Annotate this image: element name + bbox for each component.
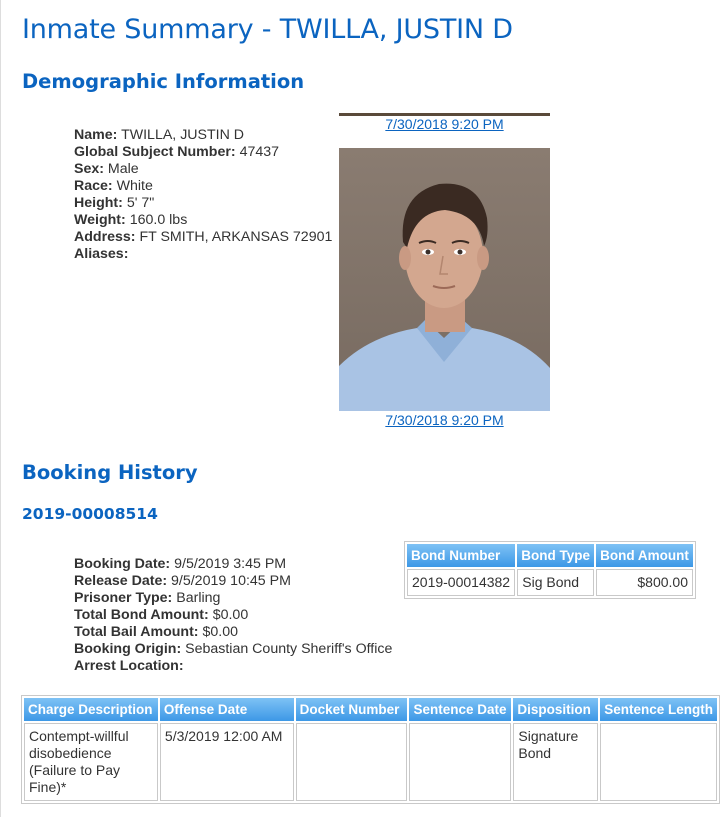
address-label: Address: xyxy=(74,229,136,245)
bond-table xyxy=(404,541,696,599)
release-date-value: 9/5/2019 10:45 PM xyxy=(171,573,291,589)
total-bond-amount-label: Total Bond Amount: xyxy=(74,607,209,623)
inmate-photo-image xyxy=(339,148,550,411)
booking-date-label: Booking Date: xyxy=(74,556,171,572)
charge-table-header-row xyxy=(24,698,717,721)
bond-number-header: Bond Number xyxy=(407,544,515,567)
prisoner-type-row xyxy=(74,590,392,607)
name-row xyxy=(74,127,332,144)
total-bond-amount-row xyxy=(74,607,392,624)
docket-number-header: Docket Number xyxy=(296,698,408,721)
booking-origin-label: Booking Origin: xyxy=(74,641,182,657)
weight-value: 160.0 lbs xyxy=(129,212,188,228)
photo-timestamp-link-2[interactable]: 7/30/2018 9:20 PM xyxy=(385,412,504,428)
disposition-header: Disposition xyxy=(513,698,598,721)
race-value: White xyxy=(116,178,153,194)
global-subject-number-label: Global Subject Number: xyxy=(74,144,236,160)
booking-date-value: 9/5/2019 3:45 PM xyxy=(174,556,287,572)
aliases-label: Aliases: xyxy=(74,246,129,262)
height-row xyxy=(74,195,332,212)
race-label: Race: xyxy=(74,178,113,194)
arrest-location-label: Arrest Location: xyxy=(74,658,184,674)
bond-type-cell: Sig Bond xyxy=(517,569,594,596)
bond-table-header-row xyxy=(407,544,693,567)
name-value: TWILLA, JUSTIN D xyxy=(121,127,245,143)
sentence-date-cell xyxy=(409,723,511,801)
bond-amount-header: Bond Amount xyxy=(596,544,693,567)
total-bail-amount-label: Total Bail Amount: xyxy=(74,624,199,640)
booking-details xyxy=(74,556,392,675)
booking-origin-row xyxy=(74,641,392,658)
booking-number: 2019-00008514 xyxy=(22,505,158,523)
demographic-details xyxy=(74,127,332,263)
total-bond-amount-value: $0.00 xyxy=(212,607,249,623)
sentence-date-header: Sentence Date xyxy=(409,698,511,721)
weight-label: Weight: xyxy=(74,212,126,228)
total-bail-amount-row xyxy=(74,624,392,641)
booking-history-heading: Booking History xyxy=(22,461,198,484)
charge-table-row xyxy=(24,723,717,801)
inmate-photo[interactable] xyxy=(339,148,550,411)
charge-table xyxy=(21,695,720,804)
booking-date-row xyxy=(74,556,392,573)
sex-row xyxy=(74,161,332,178)
total-bail-amount-value: $0.00 xyxy=(202,624,238,640)
release-date-label: Release Date: xyxy=(74,573,168,589)
bond-amount-cell: $800.00 xyxy=(596,569,693,596)
disposition-cell: Signature Bond xyxy=(513,723,598,801)
global-subject-number-value: 47437 xyxy=(239,144,280,160)
booking-origin-value: Sebastian County Sheriff's Office xyxy=(185,641,393,657)
offense-date-cell: 5/3/2019 12:00 AM xyxy=(160,723,294,801)
page-left-border xyxy=(0,0,1,817)
global-subject-number-row xyxy=(74,144,332,161)
offense-date-header: Offense Date xyxy=(160,698,294,721)
weight-row xyxy=(74,212,332,229)
bond-table-row xyxy=(407,569,693,596)
sex-label: Sex: xyxy=(74,161,104,177)
docket-number-cell xyxy=(296,723,408,801)
charge-description-cell: Contempt-willful disobedience (Failure to Pay Fine)* xyxy=(24,723,158,801)
page-title: Inmate Summary - TWILLA, JUSTIN D xyxy=(22,14,513,45)
height-value: 5' 7" xyxy=(126,195,155,211)
charge-description-header: Charge Description xyxy=(24,698,158,721)
sex-value: Male xyxy=(107,161,139,177)
race-row xyxy=(74,178,332,195)
arrest-location-row xyxy=(74,658,392,675)
address-row xyxy=(74,229,332,246)
prisoner-type-value: Barling xyxy=(176,590,221,606)
height-label: Height: xyxy=(74,195,123,211)
bond-type-header: Bond Type xyxy=(517,544,594,567)
sentence-length-header: Sentence Length xyxy=(600,698,717,721)
release-date-row xyxy=(74,573,392,590)
photo-timestamp-link-1[interactable]: 7/30/2018 9:20 PM xyxy=(385,116,504,132)
sentence-length-cell xyxy=(600,723,717,801)
address-value: FT SMITH, ARKANSAS 72901 xyxy=(139,229,333,245)
bond-number-cell: 2019-00014382 xyxy=(407,569,515,596)
prisoner-type-label: Prisoner Type: xyxy=(74,590,173,606)
demographic-section-heading: Demographic Information xyxy=(22,70,305,93)
aliases-row xyxy=(74,246,332,263)
name-label: Name: xyxy=(74,127,118,143)
